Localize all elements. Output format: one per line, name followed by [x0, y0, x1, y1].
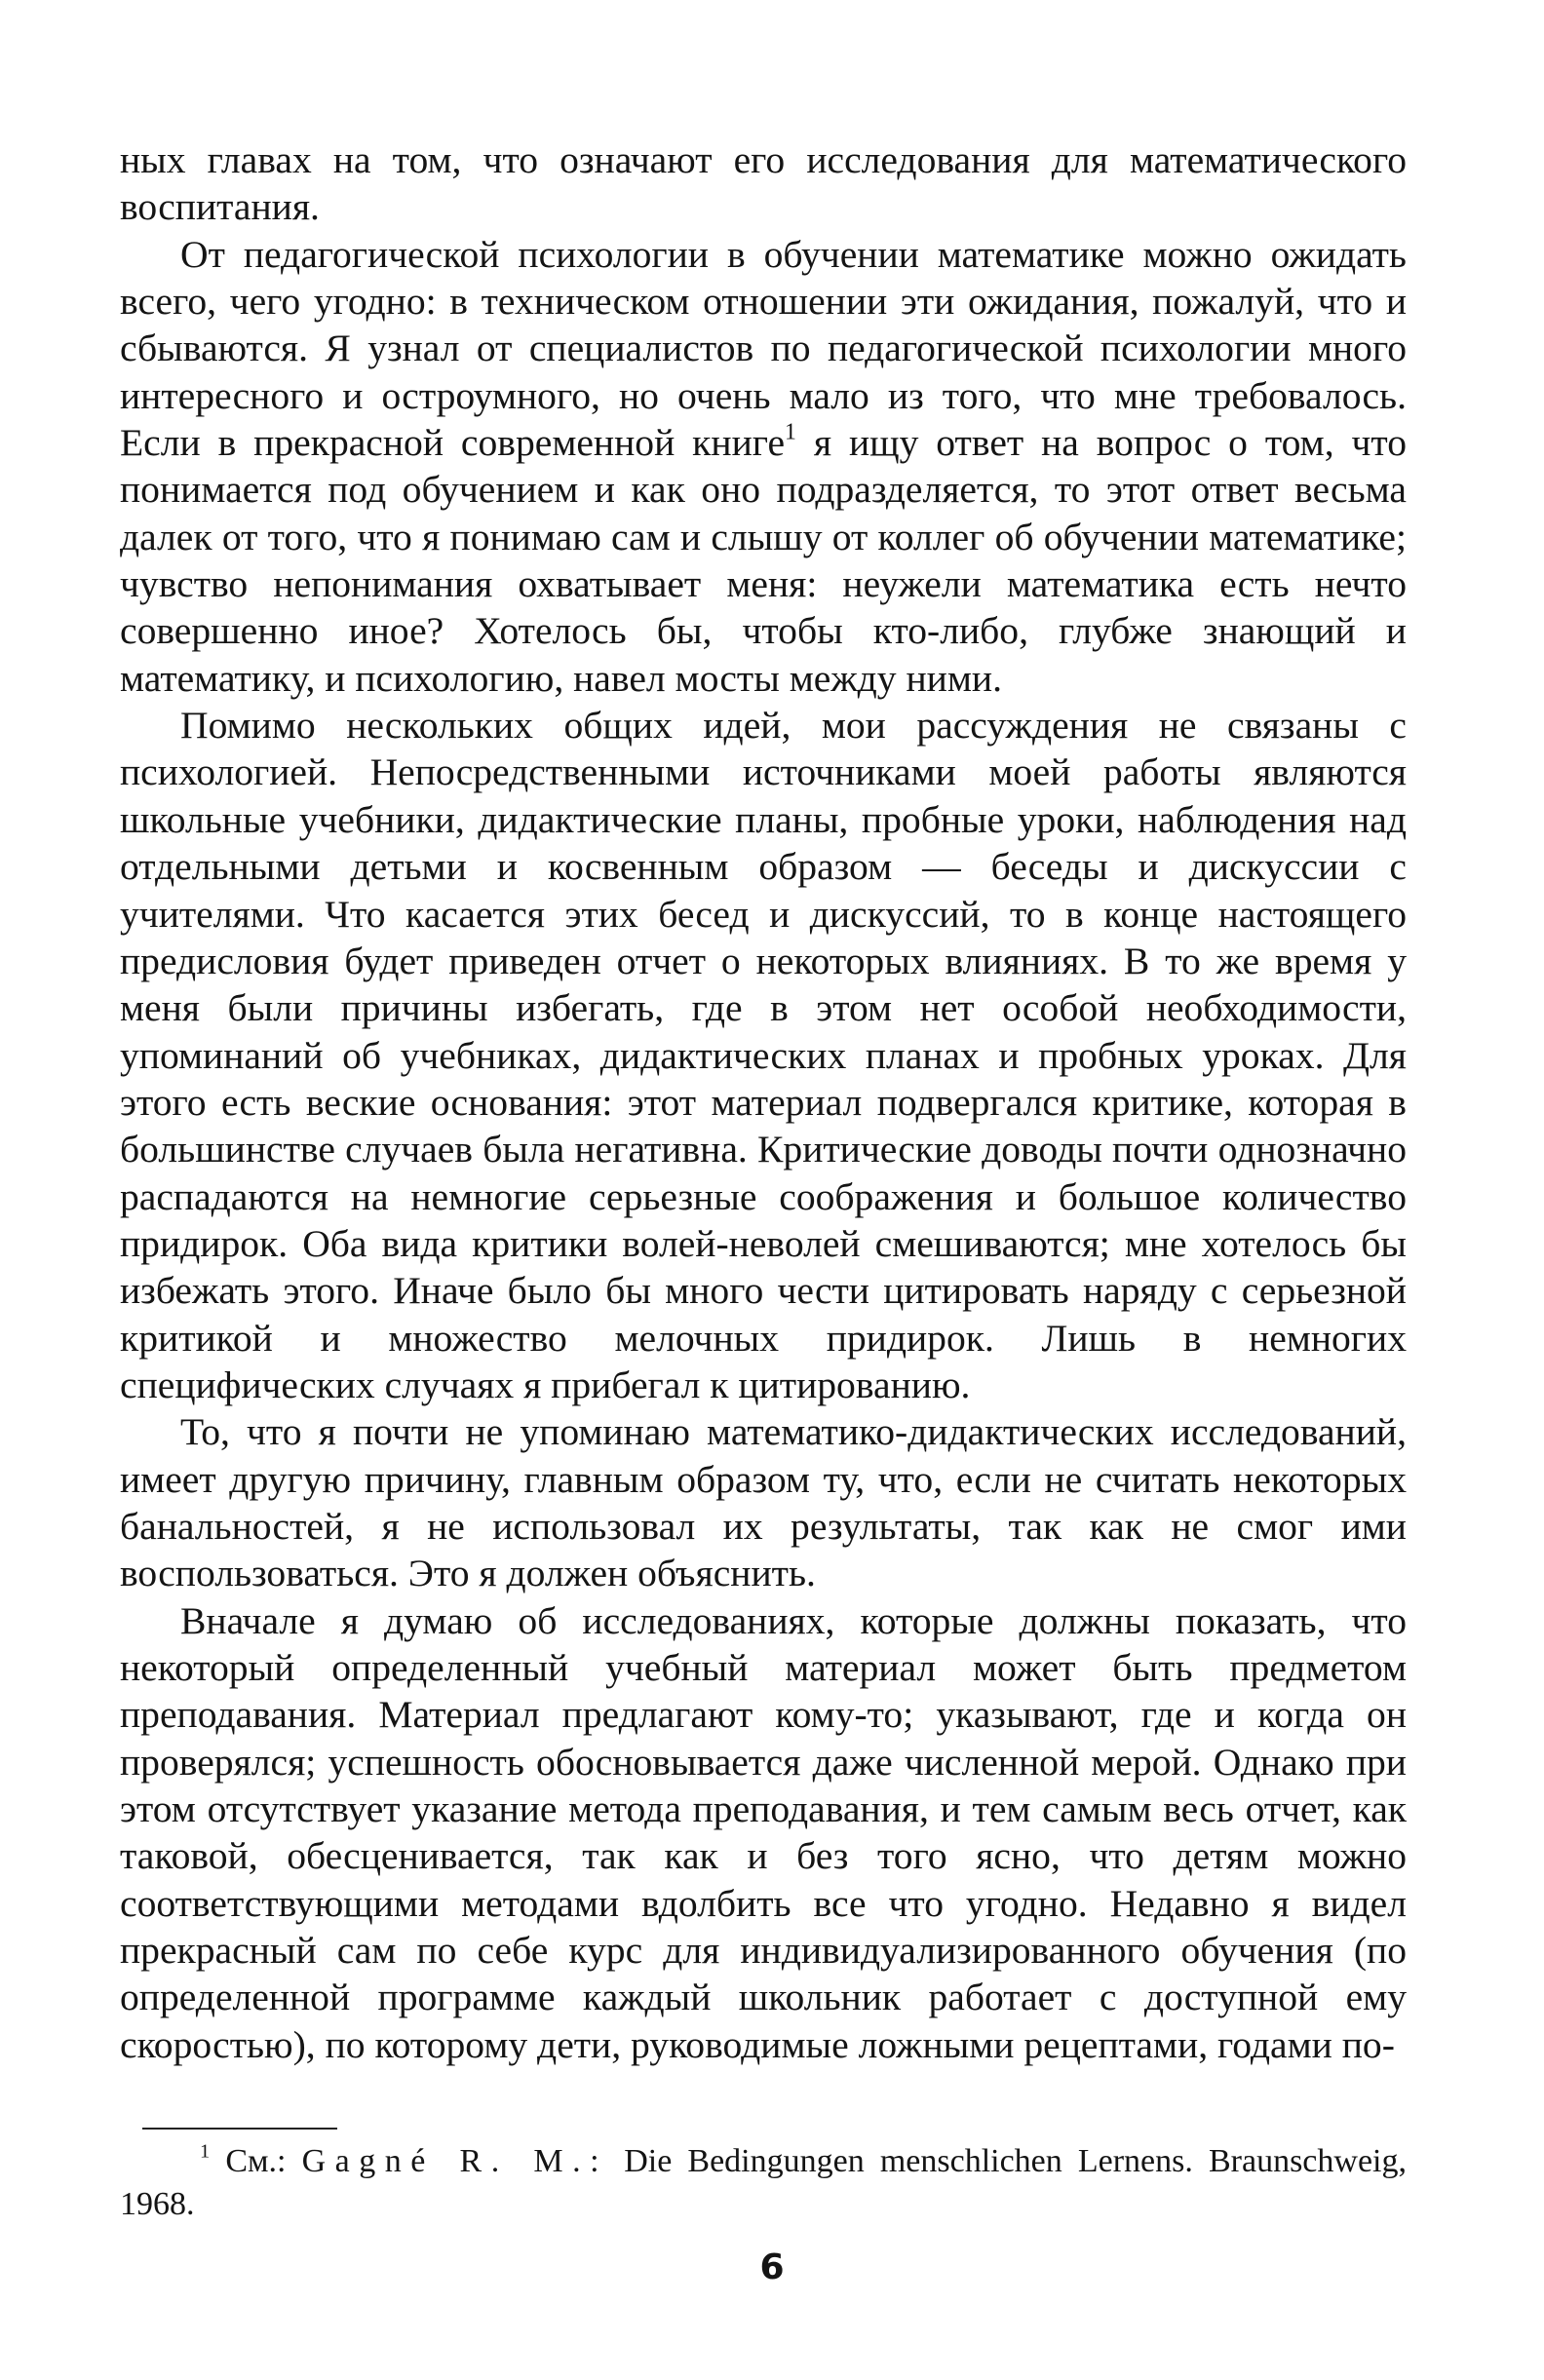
- page-body: [120, 136, 1407, 2068]
- paragraph-1: [120, 136, 1407, 231]
- paragraph-4-text: То, что я почти не упоминаю математико-дидактических исследований, имеет другую причину, главным образом ту, что, если не считать некоторых банальностей, я не использовал их результаты, так как не смог ими воспользоваться. Это я должен объяснить.: [120, 1410, 1407, 1595]
- paragraph-2-text: От педагогической психологии в обучении математике можно ожидать всего, чего угодно: в техническом отношении эти ожидания, пожалуй, что и сбываются. Я узнал от специалистов по педагогической психологии много интересного и остроумного, но очень мало из того, что мне требовалось. Если в прекрасной современной книге: [120, 232, 1407, 465]
- paragraph-2: [120, 231, 1407, 702]
- page-number: 6: [759, 2247, 785, 2287]
- paragraph-5-text: Вначале я думаю об исследованиях, которые должны показать, что некоторый определенный учебный материал может быть предметом преподавания. Материал предлагают кому-то; указывают, где и когда он проверялся; успешность обосновывается даже численной мерой. Однако при этом отсутствует указание метода преподавания, и тем самым весь отчет, как таковой, обесценивается, так как и без того ясно, что детям можно соответствующими методами вдолбить все что угодно. Недавно я видел прекрасный сам по себе курс для индивидуализированного обучения (по определенной программе каждый школьник работает с доступной ему скоростью), по которому дети, руководимые ложными рецептами, годами по-: [120, 1598, 1407, 2066]
- footnote-prefix: См.:: [225, 2143, 287, 2179]
- footnote-marker: 1: [200, 2140, 211, 2163]
- paragraph-4: [120, 1408, 1407, 1596]
- footnote-title: Die Bedingungen menschlichen Lernens. Braunschweig,: [624, 2143, 1407, 2179]
- paragraph-1-text: ных главах на том, что означают его исследования для математического воспитания.: [120, 138, 1407, 229]
- footnote-reference[interactable]: 1: [785, 419, 796, 445]
- footnote-author: Gagné R. M.:: [301, 2143, 609, 2179]
- paragraph-3: [120, 702, 1407, 1408]
- paragraph-3-text: Помимо нескольких общих идей, мои рассуждения не связаны с психологией. Непосредственными источниками моей работы являются школьные учебники, дидактические планы, пробные уроки, наблюдения над отдельными детьми и косвенным образом — беседы и дискуссии с учителями. Что касается этих бесед и дискуссий, то в конце настоящего предисловия будет приведен отчет о некоторых влияниях. В то же время у меня были причины избегать, где в этом нет особой необходимости, упоминаний об учебниках, дидактических планах и пробных уроках. Для этого есть веские основания: этот материал подвергался критике, которая в большинстве случаев была негативна. Критические доводы почти однозначно распадаются на немногие серьезные соображения и большое количество придирок. Оба вида критики волей-неволей смешиваются; мне хотелось бы избежать этого. Иначе было бы много чести цитировать наряду с серьезной критикой и множество мелочных придирок. Лишь в немногих специфических случаях я прибегал к цитированию.: [120, 704, 1407, 1406]
- footnote-year: 1968.: [120, 2186, 195, 2222]
- paragraph-2-text-continued: я ищу ответ на вопрос о том, что понимается под обучением и как оно подразделяется, то этот ответ весьма далек от того, что я понимаю сам и слышу от коллег об обучении математике; чувство непонимания охватывает меня: неужели математика есть нечто совершенно иное? Хотелось бы, чтобы кто-либо, глубже знающий и математику, и психологию, навел мосты между ними.: [120, 421, 1407, 700]
- paragraph-5: [120, 1597, 1407, 2068]
- footnote: [120, 2140, 1407, 2226]
- footnote-divider: [142, 2128, 337, 2130]
